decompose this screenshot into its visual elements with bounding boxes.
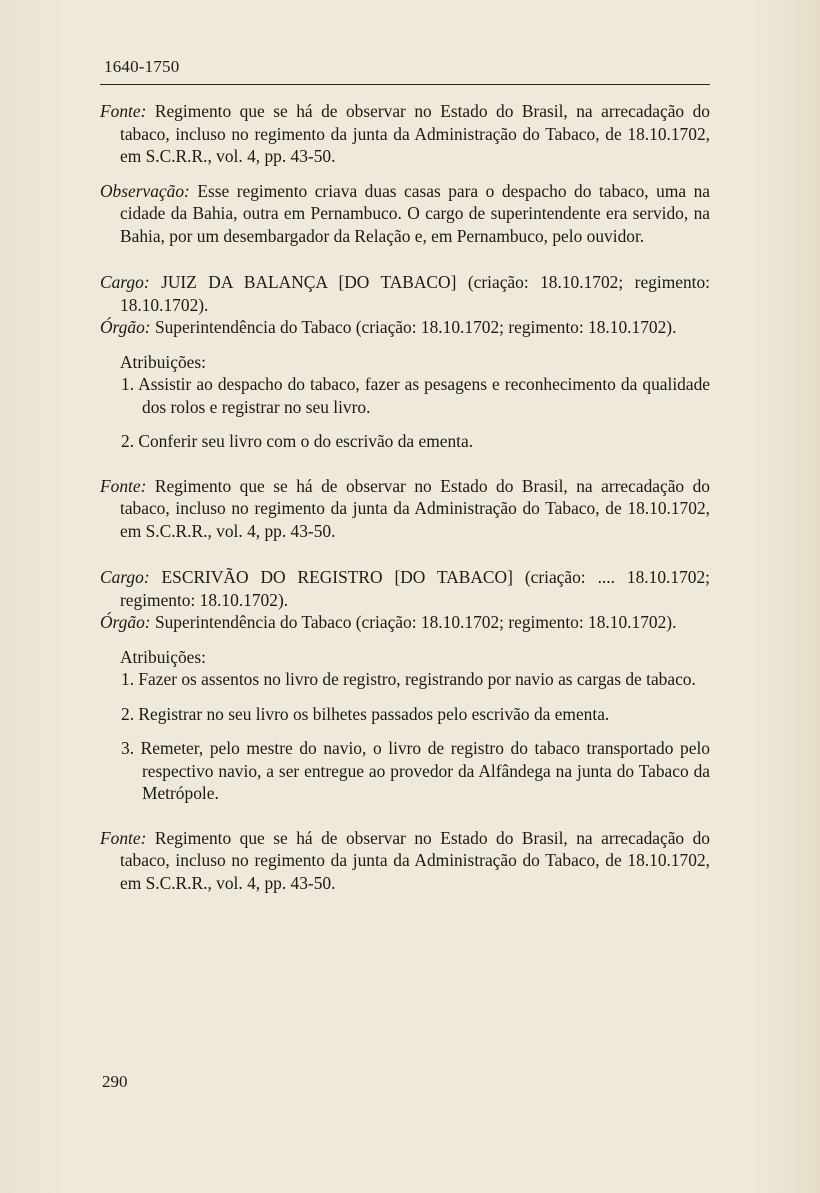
header-rule <box>100 84 710 85</box>
source-label: Fonte <box>100 827 141 848</box>
spacer <box>100 339 710 351</box>
source-entry <box>100 827 710 895</box>
spacer <box>100 725 710 737</box>
duties-heading: Atribuições: <box>120 351 206 372</box>
source-text: Regimento que se há de observar no Estado do Brasil, na arrecadação do tabaco, incluso no regimento da junta da Administração do Tabaco, de 18.10.1702, em S.C.R.R., vol. 4, pp. 43-50. <box>120 827 710 893</box>
agency-text: Superintendência do Tabaco (criação: 18.10.1702; regimento: 18.10.1702). <box>154 612 677 632</box>
label-colon: : <box>143 272 150 292</box>
label-colon: : <box>143 567 150 587</box>
agency-label: Órgão <box>100 317 145 337</box>
office-entry <box>100 566 710 611</box>
office-text: ESCRIVÃO DO REGISTRO [DO TABACO] (criação: .... 18.10.1702; regimento: 18.10.1702). <box>120 567 710 610</box>
page-number: 290 <box>102 1072 128 1091</box>
spacer <box>100 168 710 180</box>
duty-item: 2. Conferir seu livro com o do escrivão da ementa. <box>121 431 474 451</box>
office-label: Cargo <box>100 272 144 292</box>
agency-entry <box>100 611 710 634</box>
label-colon: : <box>144 317 151 337</box>
source-text: Regimento que se há de observar no Estado do Brasil, na arrecadação do tabaco, incluso no regimento da junta da Administração do Tabaco, de 18.10.1702, em S.C.R.R., vol. 4, pp. 43-50. <box>120 475 710 541</box>
source-text: Regimento que se há de observar no Estado do Brasil, na arrecadação do tabaco, incluso no regimento da junta da Administração do Tabaco, de 18.10.1702, em S.C.R.R., vol. 4, pp. 43-50. <box>120 101 710 166</box>
source-label: Fonte <box>100 101 141 121</box>
running-title: 1640-1750 <box>104 57 180 76</box>
spacer <box>100 634 710 646</box>
label-colon: : <box>140 827 147 848</box>
source-entry <box>100 100 710 168</box>
observation-entry <box>100 180 710 248</box>
spacer <box>100 691 710 703</box>
spacer <box>100 247 710 271</box>
source-entry <box>100 475 710 543</box>
duties-heading: Atribuições: <box>120 646 206 667</box>
spacer <box>100 418 710 430</box>
observation-text: Esse regimento criava duas casas para o despacho do tabaco, uma na cidade da Bahia, outra em Pernambuco. O cargo de superintendente era servido, na Bahia, por um desembargador da Relação e, em Pernambuco, pelo ouvidor. <box>120 180 710 246</box>
page-body <box>100 100 710 894</box>
duty-item: 2. Registrar no seu livro os bilhetes passados pelo escrivão da ementa. <box>121 703 610 724</box>
duty-item: 1. Assistir ao despacho do tabaco, fazer as pesagens e reconhecimento da qualidade dos rolos e registrar no seu livro. <box>121 374 710 417</box>
label-colon: : <box>140 101 147 121</box>
agency-entry <box>100 316 710 339</box>
duty-item: 1. Fazer os assentos no livro de registro, registrando por navio as cargas de tabaco. <box>121 669 696 689</box>
label-colon: : <box>140 475 147 496</box>
agency-label: Órgão <box>100 612 145 632</box>
office-label: Cargo <box>100 567 144 587</box>
source-label: Fonte <box>100 475 141 496</box>
office-text: JUIZ DA BALANÇA [DO TABACO] (criação: 18.10.1702; regimento: 18.10.1702). <box>120 272 710 315</box>
label-colon: : <box>184 180 190 201</box>
observation-label: Observação <box>100 180 185 201</box>
agency-text: Superintendência do Tabaco (criação: 18.10.1702; regimento: 18.10.1702). <box>154 317 677 337</box>
spacer <box>100 542 710 566</box>
office-entry <box>100 271 710 316</box>
label-colon: : <box>144 612 151 632</box>
spacer <box>100 805 710 827</box>
spacer <box>100 453 710 475</box>
duty-item: 3. Remeter, pelo mestre do navio, o livro de registro do tabaco transportado pelo respectivo navio, a ser entregue ao provedor da Alfândega na junta do Tabaco da Metrópole. <box>121 738 710 803</box>
